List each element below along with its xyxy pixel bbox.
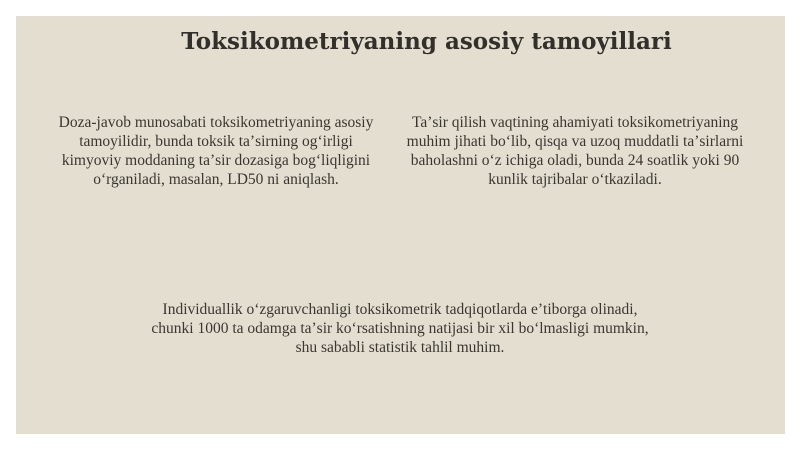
slide	[16, 16, 785, 434]
slide-title: Toksikometriyaning asosiy tamoyillari	[181, 28, 672, 55]
text-block-dose-response: Doza-javob munosabati toksikometriyaning asosiy tamoyilidir, bunda toksik taʼsirning ogʻirligi kimyoviy moddaning taʼsir dozasiga bogʻliqligini oʻrganiladi, masalan, LD50 ni aniqlash.	[58, 114, 374, 188]
text-block-individual-variability: Individuallik oʻzgaruvchanligi toksikometrik tadqiqotlarda eʼtiborga olinadi, chunki 1000 ta odamga taʼsir koʻrsatishning natijasi bir xil boʻlmasligi mumkin, shu sababli statistik tahlil muhim.	[151, 301, 649, 356]
text-block-exposure-time: Taʼsir qilish vaqtining ahamiyati toksikometriyaning muhim jihati boʻlib, qisqa va uzoq muddatli taʼsirlarni baholashni oʻz ichiga oladi, bunda 24 soatlik yoki 90 kunlik tajribalar oʻtkaziladi.	[406, 114, 744, 188]
